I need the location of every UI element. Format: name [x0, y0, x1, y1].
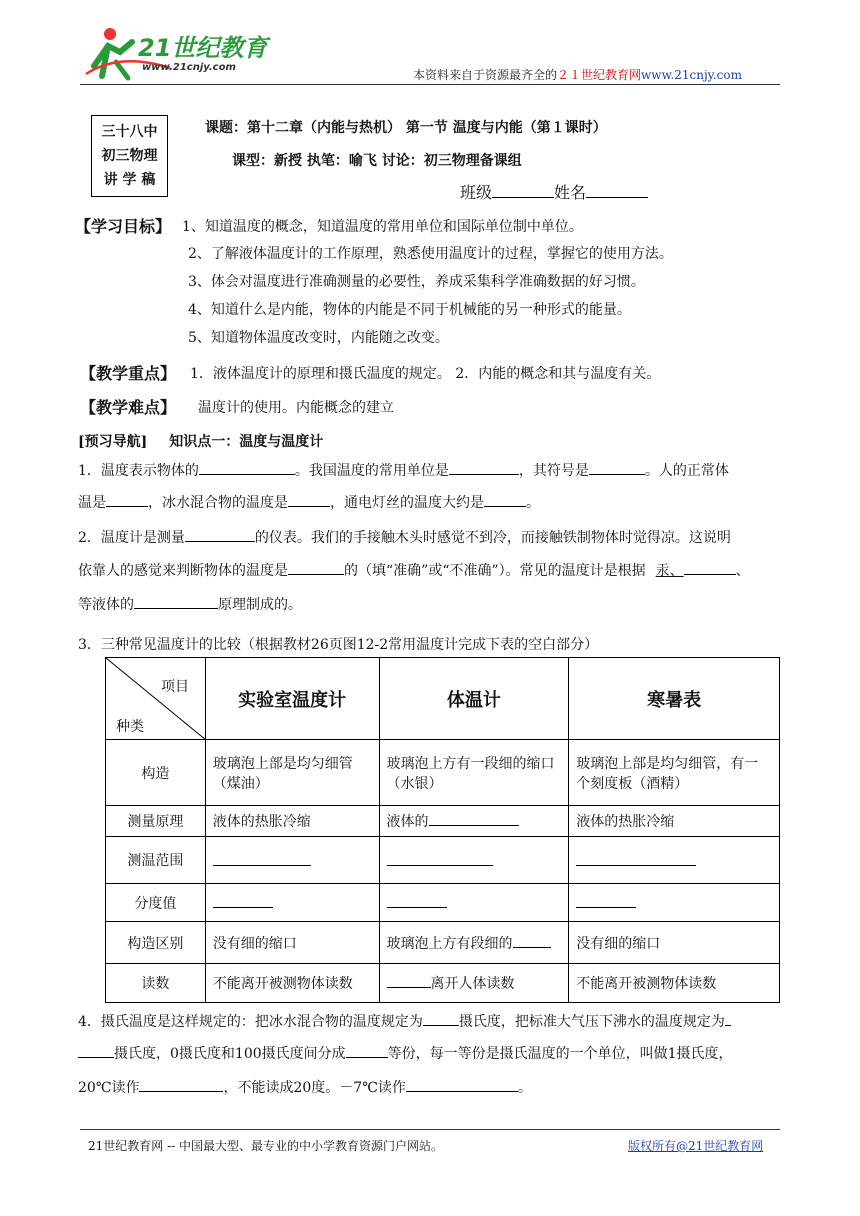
- source-url-link[interactable]: www.21cnjy.com: [641, 68, 742, 82]
- footer-copyright-link[interactable]: 版权所有@21世纪教育网: [628, 1139, 764, 1153]
- difficulties-label: 【教学难点】: [80, 398, 177, 417]
- blank[interactable]: [288, 492, 330, 507]
- school-box: 三十八中 初三物理 讲 学 稿: [91, 115, 168, 197]
- question-4-line-2: 摄氏度，0摄氏度和100摄氏度间分成 等份，每一等份是摄氏温度的一个单位，叫做1摄氏度，: [78, 1043, 733, 1063]
- table-row: 分度值: [106, 884, 780, 922]
- question-2-line-2: 依靠人的感觉来判断物体的温度是 的（填“准确”或“不准确”）。常见的温度计是根据 汞、 、: [78, 560, 750, 580]
- question-4-line-1: 4．摄氏温度是这样规定的：把冰水混合物的温度规定为 摄氏度，把标准大气压下沸水的温度规定为: [78, 1011, 731, 1031]
- blank[interactable]: [199, 460, 295, 475]
- blank[interactable]: [576, 893, 636, 908]
- table-row: 测量原理 液体的热胀冷缩 液体的 液体的热胀冷缩: [106, 806, 780, 837]
- key-points-label: 【教学重点】: [80, 364, 177, 383]
- footer-divider: [80, 1129, 780, 1130]
- blank[interactable]: [387, 851, 493, 866]
- blank[interactable]: [139, 1077, 223, 1092]
- blank[interactable]: [387, 973, 431, 988]
- column-header: 实验室温度计: [205, 658, 379, 740]
- objective-item: 5、知道物体温度改变时，内能随之改变。: [188, 330, 449, 346]
- blank[interactable]: [213, 851, 311, 866]
- objective-item: 4、知道什么是内能，物体的内能是不同于机械能的另一种形式的能量。: [188, 302, 631, 318]
- corner-cell: 项目 种类: [106, 658, 206, 740]
- table-row: 测温范围: [106, 837, 780, 884]
- source-site: ２１世纪教育网: [557, 68, 642, 82]
- objective-item: 2、了解液体温度计的工作原理，熟悉使用温度计的过程，掌握它的使用方法。: [188, 246, 673, 262]
- objectives-label: 【学习目标】: [75, 217, 172, 236]
- blank[interactable]: [513, 933, 551, 948]
- table-row: 构造 玻璃泡上部是均匀细管（煤油） 玻璃泡上方有一段细的缩口（水银） 玻璃泡上部是均匀细管，有一个刻度板（酒精）: [106, 740, 780, 806]
- blank[interactable]: [106, 492, 148, 507]
- blank[interactable]: [684, 560, 736, 575]
- blank[interactable]: [346, 1043, 388, 1058]
- table-row: 构造区别 没有细的缩口 玻璃泡上方有段细的 没有细的缩口: [106, 922, 780, 964]
- blank[interactable]: [576, 851, 696, 866]
- question-2-line-3: 等液体的 原理制成的。: [78, 594, 302, 614]
- name-blank[interactable]: [586, 183, 648, 198]
- objective-item: 1、知道温度的概念，知道温度的常用单位和国际单位制中单位。: [182, 219, 583, 235]
- blank[interactable]: [423, 1011, 459, 1026]
- blank[interactable]: [725, 1011, 731, 1026]
- blank[interactable]: [406, 1077, 518, 1092]
- blank[interactable]: [387, 893, 447, 908]
- footer-text: 21世纪教育网 -- 中国最大型、最专业的中小学教育资源门户网站。: [88, 1139, 444, 1153]
- header-divider: [80, 84, 780, 85]
- key-points-text: 1．液体温度计的原理和摄氏温度的规定。 2．内能的概念和其与温度有关。: [190, 366, 661, 382]
- blank[interactable]: [134, 594, 218, 609]
- column-header: 体温计: [379, 658, 569, 740]
- thermometer-comparison-table: [105, 657, 780, 1003]
- blank[interactable]: [449, 460, 519, 475]
- question-3-title: 3．三种常见温度计的比较（根据教材26页图12-2常用温度计完成下表的空白部分）: [78, 637, 599, 653]
- objective-item: 3、体会对温度进行准确测量的必要性，养成采集科学准确数据的好习惯。: [188, 274, 645, 290]
- preview-guide: [预习导航] 知识点一：温度与温度计: [78, 434, 324, 450]
- blank[interactable]: [589, 460, 645, 475]
- site-logo: [80, 22, 280, 84]
- question-4-line-3: 20℃读作 ，不能读成20度。－7℃读作 。: [78, 1077, 532, 1097]
- question-2-line-1: 2．温度计是测量 的仪表。我们的手接触木头时感觉不到冷，而接触铁制物体时觉得凉。这说明: [78, 527, 731, 547]
- difficulties-text: 温度计的使用。内能概念的建立: [198, 400, 394, 416]
- class-name-line: 班级 姓名: [460, 180, 648, 203]
- class-blank[interactable]: [492, 183, 554, 198]
- blank[interactable]: [185, 527, 255, 542]
- blank[interactable]: [213, 893, 273, 908]
- lesson-type-line: 课型：新授 执笔：喻飞 讨论：初三物理备课组: [232, 153, 522, 169]
- logo-text: 21世纪教育: [138, 34, 268, 62]
- lesson-topic: 课题：第十二章（内能与热机） 第一节 温度与内能（第１课时）: [205, 120, 607, 136]
- blank[interactable]: [484, 492, 526, 507]
- question-1-line-1: 1．温度表示物体的 。我国温度的常用单位是 ，其符号是 。人的正常体: [78, 460, 729, 480]
- blank[interactable]: [288, 560, 344, 575]
- question-1-line-2: 温是 ，冰水混合物的温度是 ，通电灯丝的温度大约是 。: [78, 492, 540, 512]
- column-header: 寒暑表: [569, 658, 780, 740]
- logo-url: www.21cnjy.com: [142, 62, 236, 73]
- table-row: 读数 不能离开被测物体读数 离开人体读数 不能离开被测物体读数: [106, 964, 780, 1003]
- header-source: 本资料来自于资源最齐全的２１世纪教育网www.21cnjy.com: [413, 68, 742, 82]
- blank[interactable]: [429, 811, 519, 826]
- blank[interactable]: [78, 1043, 114, 1058]
